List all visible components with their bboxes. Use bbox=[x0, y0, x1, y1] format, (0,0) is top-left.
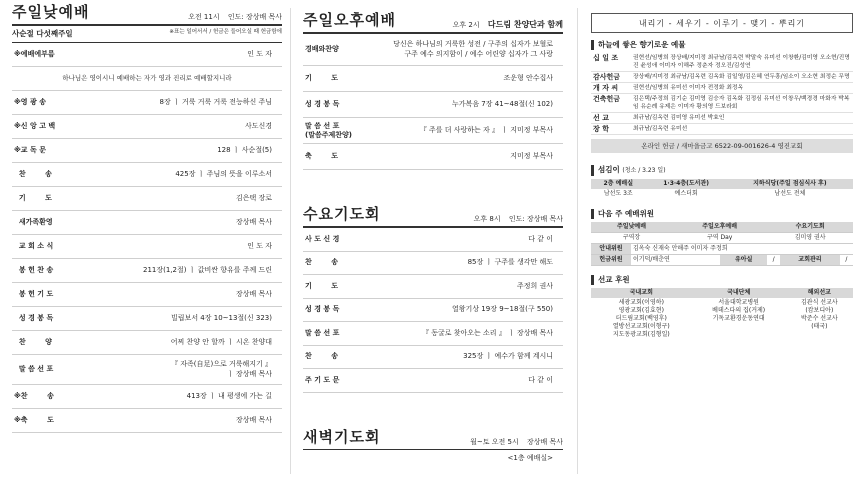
afternoon-service-title: 주일오후예배 bbox=[303, 11, 396, 29]
order-label: ※예배에부름 bbox=[14, 50, 55, 58]
offering-names: 장상배/지미정 최규남/김옥련 김옥화 김일영/김은혜 연두흥/임소이 오소현 최정순 무명 bbox=[633, 74, 850, 80]
order-value: 조운형 안수집사 bbox=[503, 74, 553, 82]
mission-item: 영광교회(김효현) bbox=[618, 307, 664, 314]
morning-service-note: ※표는 일어서서 / 헌금은 들어오실 때 헌금함에 bbox=[169, 29, 282, 35]
order-label: 찬 양 bbox=[14, 338, 52, 346]
order-row bbox=[12, 139, 282, 163]
next-week-header: 수요기도회 bbox=[767, 222, 853, 233]
order-value: 413장 ㅣ 내 평생에 가는 길 bbox=[186, 392, 272, 400]
order-row bbox=[303, 322, 563, 346]
dawn-service-title: 새벽기도회 bbox=[303, 427, 381, 446]
order-label: 새가족환영 bbox=[14, 218, 53, 226]
guide-value: 김옥숙 신재숙 안해주 이미자 주정희 bbox=[631, 244, 853, 255]
order-row bbox=[303, 346, 563, 370]
order-label: 사 도 신 경 bbox=[305, 234, 340, 243]
order-label: 봉 헌 찬 송 bbox=[14, 266, 54, 274]
order-value: 장상배 목사 bbox=[235, 416, 272, 424]
offering-label: 선 교 bbox=[593, 114, 609, 122]
wednesday-service-time: 오후 8시 bbox=[473, 215, 501, 223]
order-label: 말 씀 선 포 (말씀주제찬양) bbox=[305, 121, 352, 139]
morning-service-title: 주일낮예배 bbox=[12, 3, 90, 21]
mission-table bbox=[591, 288, 853, 340]
dawn-service-leader: 장상배 목사 bbox=[526, 437, 563, 446]
dawn-service-header bbox=[303, 423, 563, 449]
next-week-cell: 구역장 bbox=[591, 233, 672, 244]
dawn-service-place: <1층 예배실> bbox=[303, 449, 563, 463]
order-row bbox=[12, 355, 282, 385]
next-week-header: 주일낮예배 bbox=[591, 222, 672, 233]
middle-column bbox=[303, 0, 563, 481]
guide-label: 안내위원 bbox=[591, 244, 631, 255]
order-row bbox=[303, 369, 563, 393]
order-label: 찬 송 bbox=[305, 352, 339, 361]
order-row bbox=[12, 283, 282, 307]
order-row bbox=[12, 67, 282, 91]
morning-service-column bbox=[12, 0, 282, 481]
order-row bbox=[303, 275, 563, 299]
online-offering-account: 온라인 헌금 / 새마을금고 6522-09-001626-4 영진교회 bbox=[591, 139, 853, 153]
offering-names: 김은택/주정희 김기순 김미영 김승자 김옥화 김정심 유미선 이창우/백경경 마화자 박복임 유순례 유제은 이미자 황의영 드보라회 bbox=[633, 96, 850, 110]
mission-item: 서울대학교병원 bbox=[718, 299, 759, 306]
order-value: 『 동굴로 찾아오는 소리 』 ㅣ 장상배 목사 bbox=[421, 328, 553, 337]
table-row bbox=[591, 255, 853, 266]
order-label: 말 씀 선 포 bbox=[14, 365, 54, 373]
order-row bbox=[303, 299, 563, 323]
order-value-line: 구주 예수 의지함이 / 예수 어린양 십자가 그 사랑 bbox=[404, 49, 553, 58]
order-label: ※영 광 송 bbox=[14, 98, 46, 106]
order-value: 열왕기상 19장 9~18절(구 550) bbox=[452, 305, 553, 314]
offering-label: 십 일 조 bbox=[593, 54, 619, 62]
table-row bbox=[591, 244, 853, 255]
offering-row bbox=[591, 124, 853, 135]
order-row bbox=[303, 144, 563, 170]
volunteer-table bbox=[591, 244, 853, 266]
table-row bbox=[591, 189, 853, 199]
attendance-title bbox=[591, 165, 853, 176]
mission-header: 국내교회 bbox=[591, 288, 692, 298]
order-value: 인 도 자 bbox=[247, 242, 272, 250]
afternoon-service-header bbox=[303, 8, 563, 34]
next-week-title: 다음 주 예배위원 bbox=[591, 209, 853, 219]
order-value: 『 주를 더 사랑하는 자 』 ㅣ 지미정 부목사 bbox=[419, 126, 553, 134]
offering-row bbox=[591, 94, 853, 113]
attendance-cell: 남선도 3조 bbox=[603, 190, 633, 197]
afternoon-service-leader: 다드림 찬양단과 함께 bbox=[487, 20, 563, 29]
attendance-header: 지하식당(주일 점심식사 후) bbox=[727, 179, 853, 189]
offering-names: 최규남/김옥련 김미영 유미선 박효인 bbox=[633, 115, 725, 121]
mission-header: 국내단체 bbox=[692, 288, 786, 298]
order-label: 기 도 bbox=[305, 74, 339, 82]
wednesday-service-title: 수요기도회 bbox=[303, 205, 381, 223]
order-row bbox=[12, 331, 282, 355]
offering-title: 하늘에 쌓은 향기로운 예물 bbox=[591, 40, 853, 50]
mission-item: (캄보디아) bbox=[805, 307, 834, 314]
attendance-header: 2층 예배실 bbox=[591, 179, 646, 189]
order-value: 85장 ㅣ 구주를 생각만 해도 bbox=[467, 258, 553, 267]
order-label: 기 도 bbox=[305, 281, 339, 290]
order-row bbox=[12, 43, 282, 67]
order-row bbox=[12, 163, 282, 187]
next-week-table bbox=[591, 222, 853, 244]
order-row bbox=[12, 187, 282, 211]
offering-row bbox=[591, 113, 853, 124]
order-value: 지미정 부목사 bbox=[510, 152, 553, 160]
mission-item: 베데스다의 집(거제) bbox=[712, 307, 766, 314]
column-divider bbox=[577, 8, 578, 474]
order-value: 8장 ㅣ 거룩 거룩 거룩 전능하신 주님 bbox=[159, 98, 272, 106]
morning-service-time: 오전 11시 bbox=[188, 13, 220, 21]
counting-label: 헌금위원 bbox=[591, 255, 631, 266]
church-motto: 내리기 - 세우기 - 이루기 - 맺기 - 뿌리기 bbox=[591, 13, 853, 33]
morning-service-subheader bbox=[12, 26, 282, 43]
order-label: ※축 도 bbox=[14, 416, 54, 424]
attendance-title-text: 섬김이 bbox=[598, 165, 620, 174]
mission-item: 김관식 선교사 bbox=[801, 299, 838, 306]
wednesday-service-leader: 인도: 장상배 목사 bbox=[508, 215, 563, 223]
offering-row bbox=[591, 83, 853, 94]
order-value: 211장(1,2절) ㅣ 값비싼 향유를 주께 드린 bbox=[143, 266, 272, 274]
offering-label: 감사헌금 bbox=[593, 73, 621, 81]
offering-row bbox=[591, 53, 853, 72]
infant-value: / bbox=[767, 255, 780, 266]
order-value: 425장 ㅣ 주님의 뜻을 이루소서 bbox=[175, 170, 272, 178]
order-label: 말 씀 선 포 bbox=[305, 328, 340, 337]
mission-item: 세광교회(이영하) bbox=[618, 299, 664, 306]
order-value: 다 같 이 bbox=[528, 234, 553, 243]
morning-service-subtitle: 사순절 다섯째주일 bbox=[12, 29, 73, 38]
attendance-cell: 예스더회 bbox=[674, 190, 698, 197]
order-value bbox=[381, 40, 563, 59]
order-value-line: 『 자족(自足)으로 거룩해지기 』 bbox=[171, 360, 272, 368]
table-row bbox=[591, 288, 853, 298]
morning-order-list bbox=[12, 43, 282, 433]
order-label: 기 도 bbox=[14, 194, 52, 202]
mission-overseas bbox=[786, 298, 853, 340]
mission-item: 지도동광교회(김형일) bbox=[612, 331, 670, 338]
order-row bbox=[12, 115, 282, 139]
offering-label: 개 자 씨 bbox=[593, 84, 619, 92]
right-column bbox=[591, 0, 853, 481]
order-label: 봉 헌 기 도 bbox=[14, 290, 54, 298]
order-row bbox=[12, 385, 282, 409]
mission-header: 해외선교 bbox=[786, 288, 853, 298]
table-row bbox=[591, 233, 853, 244]
order-label: 성 경 봉 독 bbox=[14, 314, 54, 322]
mission-domestic-churches bbox=[591, 298, 692, 340]
order-value-line: 당신은 하나님의 거룩한 성전 / 구주의 십자가 보혈로 bbox=[393, 40, 553, 48]
offering-label: 장 학 bbox=[593, 125, 609, 133]
order-row bbox=[303, 92, 563, 118]
order-label: 성 경 봉 독 bbox=[305, 100, 340, 108]
order-label: 찬 송 bbox=[14, 170, 52, 178]
order-row bbox=[12, 409, 282, 433]
order-value bbox=[90, 360, 282, 379]
attendance-cell: 남선도 전체 bbox=[774, 190, 806, 197]
attendance-table bbox=[591, 179, 853, 199]
order-row bbox=[303, 252, 563, 276]
order-label: 주 기 도 문 bbox=[305, 375, 340, 384]
order-value: 주정희 권사 bbox=[516, 281, 553, 290]
order-value: 장상배 목사 bbox=[235, 290, 272, 298]
manage-label: 교회관리 bbox=[780, 255, 839, 266]
order-value: 김은택 장로 bbox=[235, 194, 272, 202]
order-note: 하나님은 영이시니 예배하는 자가 영과 진리로 예배할지니라 bbox=[62, 74, 232, 82]
order-label: ※찬 송 bbox=[14, 392, 54, 400]
order-value: 어찌 찬양 안 할까 ㅣ 시온 찬양대 bbox=[170, 338, 272, 346]
offering-names: 최규남/김옥련 유미선 bbox=[633, 126, 688, 132]
wednesday-service-header bbox=[303, 202, 563, 228]
offering-names: 권현선/임병희 장상배/지미정 최규남/김옥련 박말숙 유미선 이창환/김미영 오소현/진명진 윤성애 이미자 이해주 정춘자 정오진/김성연 bbox=[633, 55, 850, 69]
next-week-header: 주일오후예배 bbox=[672, 222, 767, 233]
afternoon-order-list bbox=[303, 34, 563, 170]
order-row bbox=[12, 307, 282, 331]
morning-service-header bbox=[12, 0, 282, 26]
order-value: 인 도 자 bbox=[247, 50, 272, 58]
offering-row bbox=[591, 72, 853, 83]
infant-label: 유아실 bbox=[720, 255, 767, 266]
counting-value: 이기덕/배춘연 bbox=[631, 255, 720, 266]
order-value: 장상배 목사 bbox=[235, 218, 272, 226]
table-row bbox=[591, 179, 853, 189]
order-label: 성 경 봉 독 bbox=[305, 305, 340, 314]
order-row bbox=[303, 118, 563, 144]
mission-item: 더드림교회(백영후) bbox=[615, 315, 667, 322]
manage-value: / bbox=[840, 255, 853, 266]
dawn-service-time: 월~토 오전 5시 bbox=[470, 437, 519, 446]
order-label: ※신 앙 고 백 bbox=[14, 122, 56, 130]
order-label: 교 회 소 식 bbox=[14, 242, 54, 250]
next-week-cell: 김미영 권사 bbox=[767, 233, 853, 244]
mission-domestic-orgs bbox=[692, 298, 786, 340]
table-row bbox=[591, 222, 853, 233]
order-row bbox=[12, 259, 282, 283]
order-label: ※교 독 문 bbox=[14, 146, 46, 154]
column-divider bbox=[290, 8, 291, 474]
order-value-line: ㅣ 장상배 목사 bbox=[226, 369, 272, 378]
afternoon-service-time: 오후 2시 bbox=[452, 21, 480, 29]
mission-item: 기독교환경운동연대 bbox=[712, 315, 765, 322]
mission-item: (태국) bbox=[811, 323, 828, 330]
mission-title: 선교 후원 bbox=[591, 275, 853, 285]
offering-list bbox=[591, 53, 853, 135]
order-row bbox=[12, 91, 282, 115]
order-row bbox=[303, 34, 563, 66]
order-value: 128 ㅣ 사순절(5) bbox=[217, 146, 272, 154]
wednesday-order-list bbox=[303, 228, 563, 393]
order-value: 누가복음 7장 41~48절(신 102) bbox=[452, 100, 553, 108]
order-row bbox=[303, 228, 563, 252]
order-label: 경배와찬양 bbox=[305, 45, 339, 53]
order-label: 축 도 bbox=[305, 152, 339, 160]
order-row bbox=[303, 66, 563, 92]
mission-item: 박준수 선교사 bbox=[801, 315, 838, 322]
order-value: 사도신경 bbox=[244, 122, 272, 130]
next-week-cell: 구역 Day bbox=[672, 233, 767, 244]
order-value: 325장 ㅣ 예수가 함께 계시니 bbox=[463, 352, 553, 361]
table-row bbox=[591, 298, 853, 340]
order-value: 다 같 이 bbox=[528, 375, 553, 384]
offering-names: 권현선/임병희 유미선 이미자 전정화 최정옥 bbox=[633, 85, 744, 91]
offering-label: 건축헌금 bbox=[593, 95, 621, 103]
morning-service-leader: 인도: 장상배 목사 bbox=[227, 13, 282, 21]
attendance-subtitle: (청소 / 3.23 일) bbox=[622, 167, 666, 174]
order-row bbox=[12, 211, 282, 235]
mission-item: 열방선교교회(이형구) bbox=[612, 323, 670, 330]
order-value: 빌립보서 4장 10~13절(신 323) bbox=[171, 314, 272, 322]
order-row bbox=[12, 235, 282, 259]
order-label: 찬 송 bbox=[305, 258, 339, 267]
attendance-header: 1·3·4층(도서관) bbox=[646, 179, 727, 189]
